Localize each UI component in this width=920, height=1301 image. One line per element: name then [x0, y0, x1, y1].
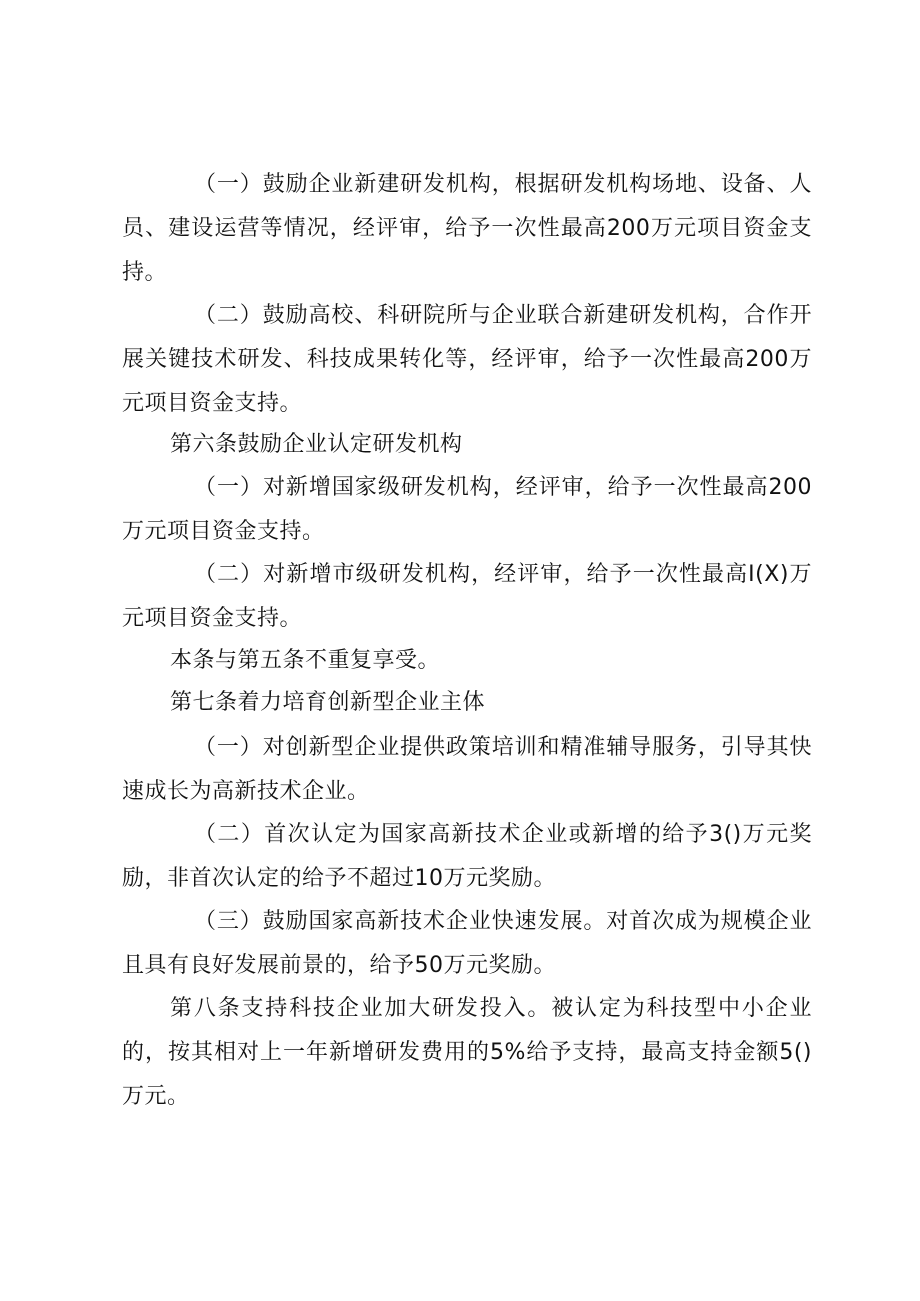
paragraph-6-2: （二）对新增市级研发机构，经评审，给予一次性最高I(X)万元项目资金支持。 [122, 562, 812, 631]
article-6-heading: 第六条鼓励企业认定研发机构 [170, 432, 463, 457]
article-8-paragraph: 第八条支持科技企业加大研发投入。被认定为科技型中小企业的，按其相对上一年新增研发费用的5%给予支持，最高支持金额5()万元。 [122, 996, 812, 1109]
paragraph-6-1: （一）对新增国家级研发机构，经评审，给予一次性最高200万元项目资金支持。 [122, 475, 812, 544]
paragraph-7-1: （一）对创新型企业提供政策培训和精准辅导服务，引导其快速成长为高新技术企业。 [122, 735, 812, 804]
paragraph-5-1: （一）鼓励企业新建研发机构，根据研发机构场地、设备、人员、建设运营等情况，经评审，给予一次性最高200万元项目资金支持。 [122, 172, 812, 285]
paragraph-7-2: （二）首次认定为国家高新技术企业或新增的给予3()万元奖励，非首次认定的给予不超过10万元奖励。 [122, 822, 812, 891]
paragraph-6-note: 本条与第五条不重复享受。 [170, 648, 441, 673]
article-7-heading: 第七条着力培育创新型企业主体 [170, 690, 486, 715]
paragraph-7-3: （三）鼓励国家高新技术企业快速发展。对首次成为规模企业且具有良好发展前景的，给予50万元奖励。 [122, 909, 812, 978]
paragraph-5-2: （二）鼓励高校、科研院所与企业联合新建研发机构，合作开展关键技术研发、科技成果转化等，经评审，给予一次性最高200万元项目资金支持。 [122, 303, 812, 416]
